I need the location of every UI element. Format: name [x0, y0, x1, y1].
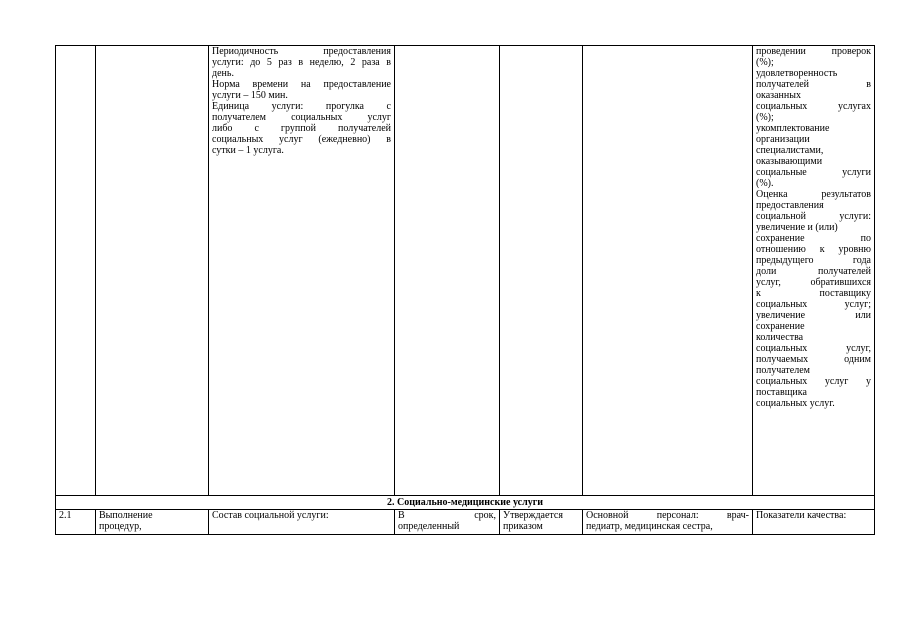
text-line: (%). [756, 178, 774, 189]
text-line: Норма времени на предоставление [212, 79, 391, 90]
text-line: оказанных [756, 90, 801, 101]
text-line: проведении проверок [756, 46, 871, 57]
text-line: к поставщику [756, 288, 871, 299]
text-line: предыдущего года [756, 255, 871, 266]
text-line: Основной персонал: врач- [586, 510, 749, 521]
text-line: приказом [503, 521, 543, 532]
section-row [56, 496, 875, 510]
cell-service-content: Состав социальной услуги: [209, 510, 395, 535]
text-lines [99, 510, 205, 532]
text-line: социальных услуг; [756, 299, 871, 310]
text-line: (%); [756, 57, 774, 68]
cell-number [56, 46, 96, 496]
text-line: увеличение или [756, 310, 871, 321]
text-line: социальной услуги: [756, 211, 871, 222]
text-line: услуги – 150 мин. [212, 90, 288, 101]
text-line: предоставления [756, 200, 824, 211]
text-line: социальных услуг (ежедневно) в [212, 134, 391, 145]
text-line: Утверждается [503, 510, 563, 521]
text-line: социальных услуг у [756, 376, 871, 387]
cell-service-name [96, 510, 209, 535]
cell-indicators: Показатели качества: [753, 510, 875, 535]
text-line: социальные услуги [756, 167, 871, 178]
cell-staff [583, 510, 753, 535]
text-line: удовлетворенность [756, 68, 838, 79]
text-line: Периодичность предоставления [212, 46, 391, 57]
cell-staff [583, 46, 753, 496]
text-line: организации [756, 134, 810, 145]
cell-term [395, 510, 500, 535]
cell-approval [500, 510, 583, 535]
text-lines [756, 46, 871, 409]
text-line: либо с группой получателей [212, 123, 391, 134]
text-line: (%); [756, 112, 774, 123]
text-line: услуги: до 5 раз в неделю, 2 раза в [212, 57, 391, 68]
text-line: социальных услугах [756, 101, 871, 112]
text-lines [503, 510, 579, 532]
text-line: день. [212, 68, 234, 79]
table-row [56, 510, 875, 535]
text-line: сохранение [756, 321, 805, 332]
text-line: количества [756, 332, 804, 343]
cell-number: 2.1 [56, 510, 96, 535]
text-lines [586, 510, 749, 532]
text-lines [212, 46, 391, 156]
text-line: специалистами, [756, 145, 824, 156]
text-line: процедур, [99, 521, 142, 532]
text-line: социальных услуг, [756, 343, 871, 354]
text-line: социальных услуг. [756, 398, 835, 409]
text-line: поставщика [756, 387, 807, 398]
text-line: В срок, [398, 510, 496, 521]
text-line: Единица услуги: прогулка с [212, 101, 391, 112]
text-line: педиатр, медицинская сестра, [586, 521, 713, 532]
cell-service-name [96, 46, 209, 496]
text-line: доли получателей [756, 266, 871, 277]
cell-term [395, 46, 500, 496]
text-lines [398, 510, 496, 532]
table-row [56, 46, 875, 496]
text-line: определенный [398, 521, 460, 532]
text-line: сутки – 1 услуга. [212, 145, 284, 156]
text-line: Оценка результатов [756, 189, 871, 200]
text-line: получаемых одним [756, 354, 871, 365]
cell-service-content [209, 46, 395, 496]
section-title: 2. Социально-медицинские услуги [56, 496, 875, 510]
text-line: получателем [756, 365, 810, 376]
text-line: оказывающими [756, 156, 823, 167]
cell-approval [500, 46, 583, 496]
text-line: Выполнение [99, 510, 153, 521]
text-line: услуг, обратившихся [756, 277, 871, 288]
text-line: отношению к уровню [756, 244, 871, 255]
text-line: укомплектование [756, 123, 830, 134]
text-line: сохранение по [756, 233, 871, 244]
cell-indicators [753, 46, 875, 496]
text-line: получателей в [756, 79, 871, 90]
text-line: получателем социальных услуг [212, 112, 391, 123]
services-table [55, 45, 875, 535]
text-line: увеличение и (или) [756, 222, 838, 233]
